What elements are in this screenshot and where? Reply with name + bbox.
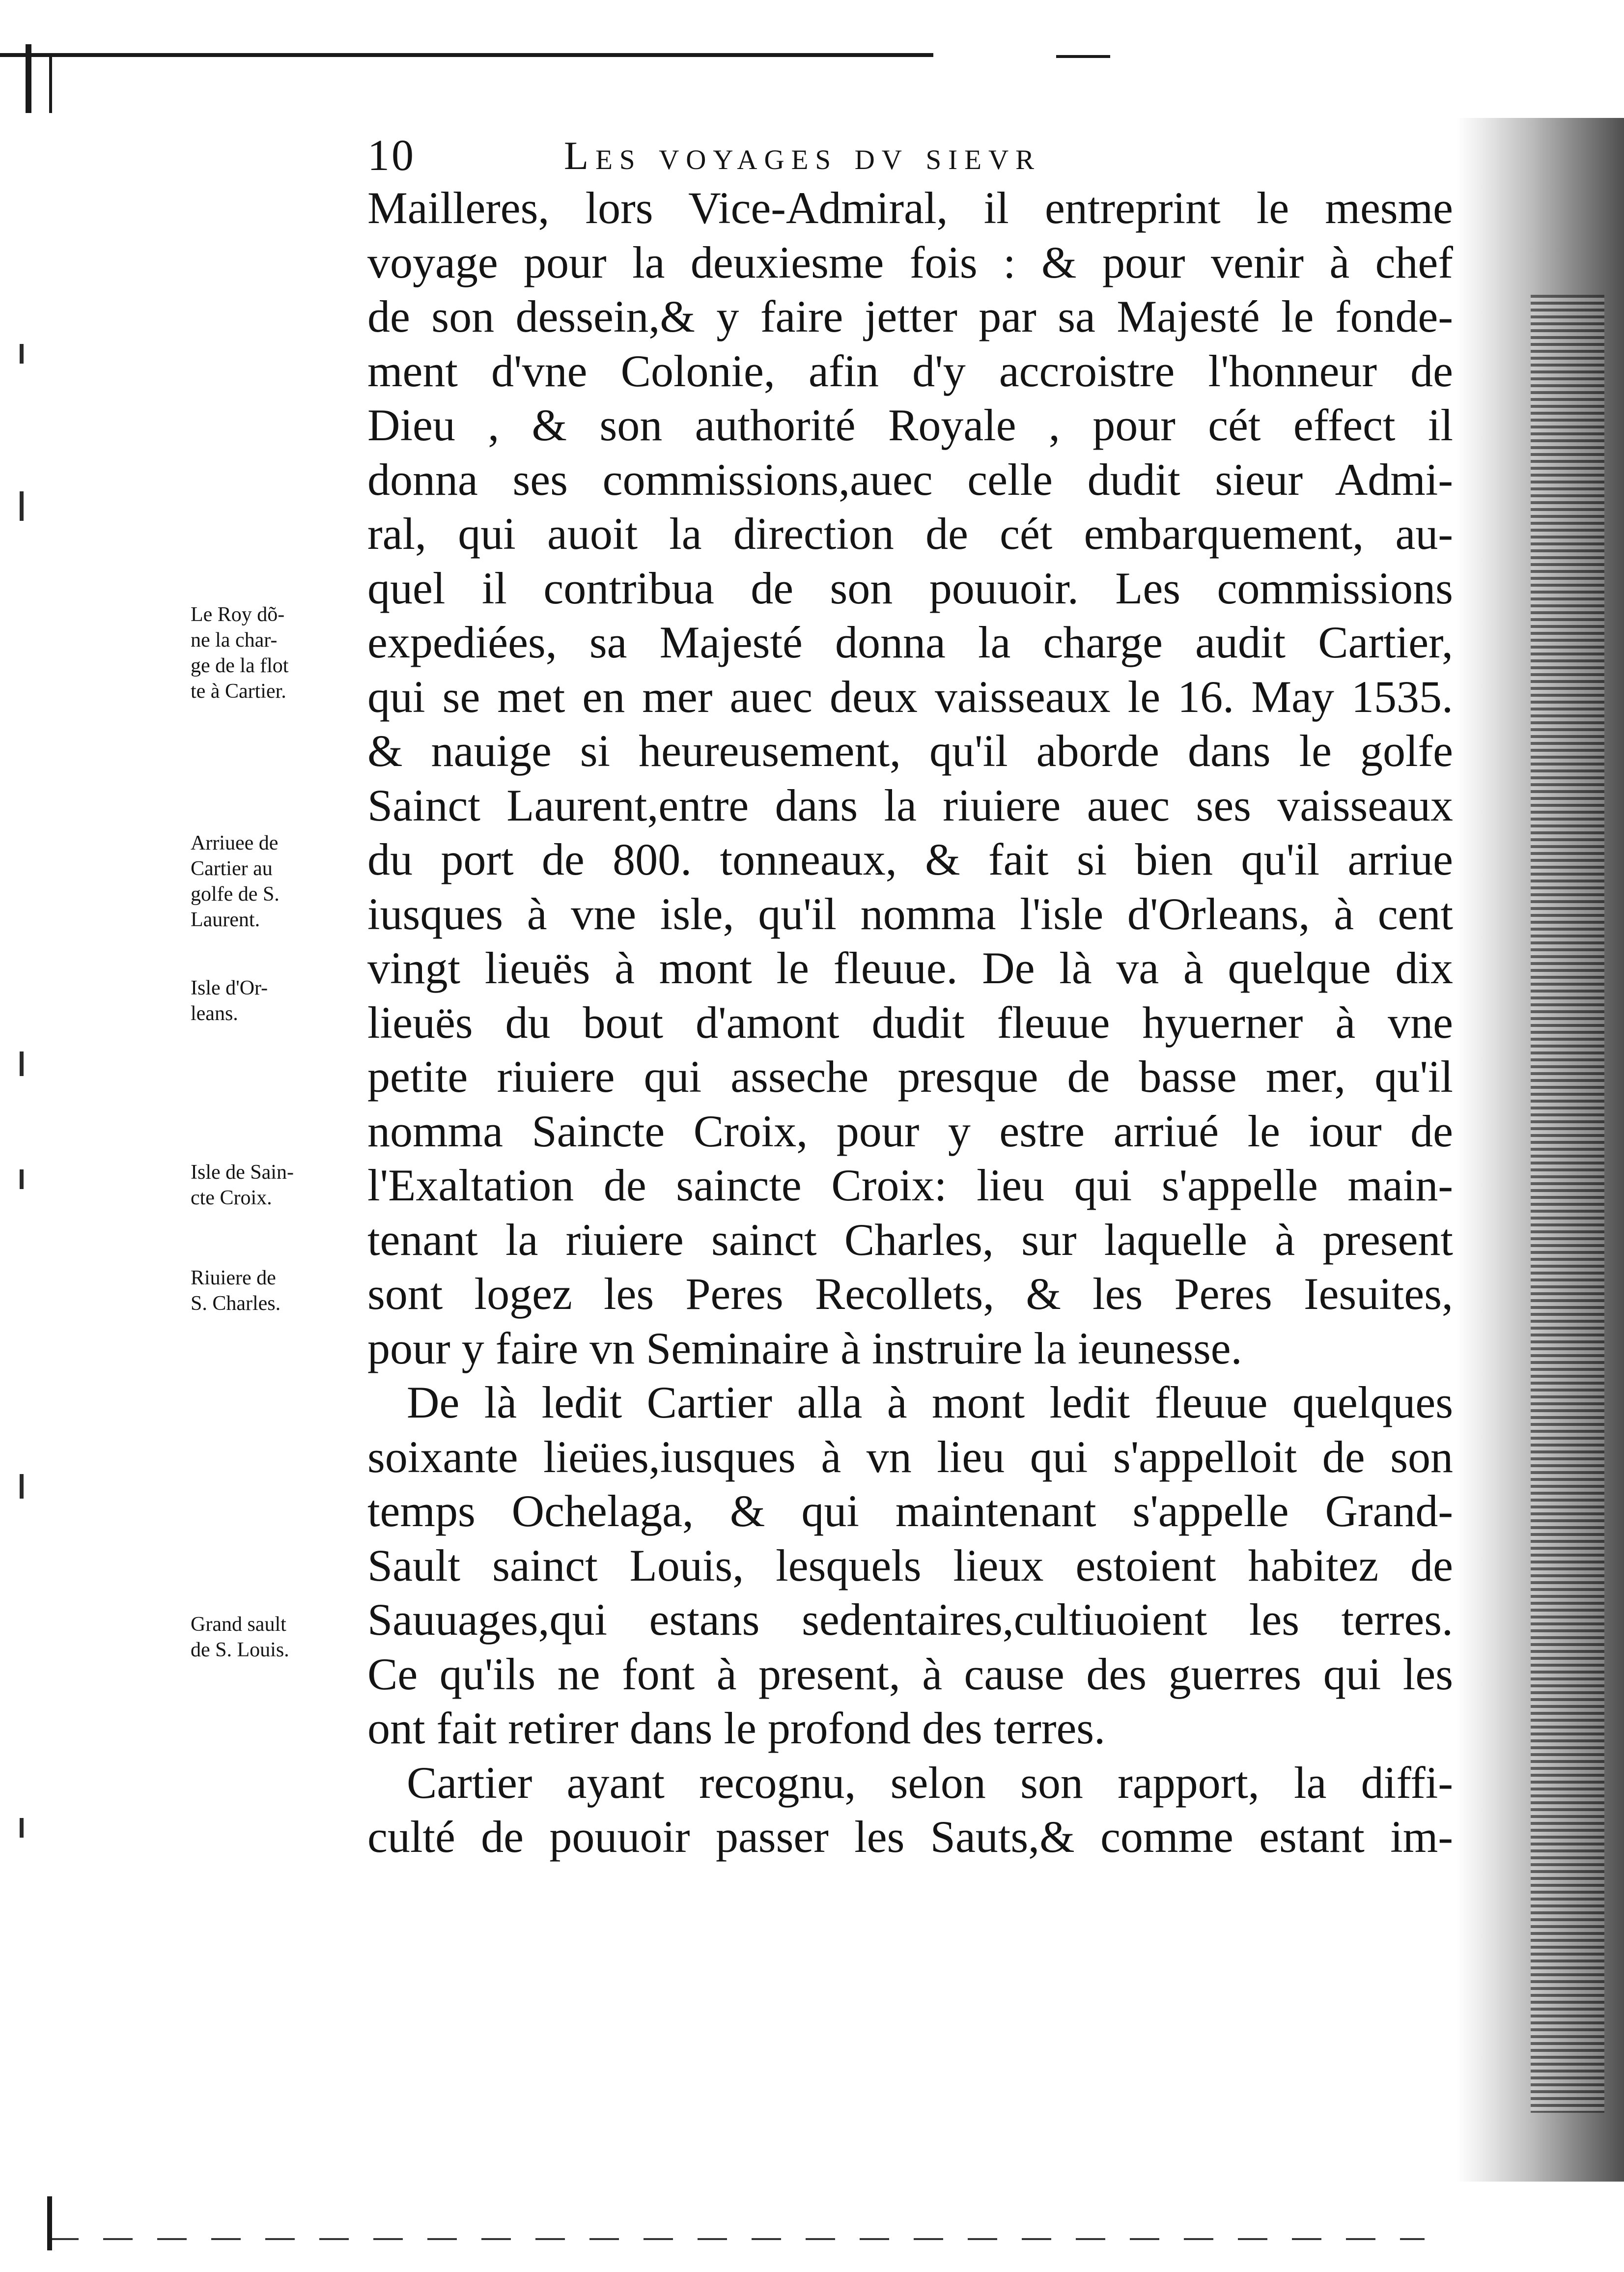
margin-note-line: Isle d'Or- [191,977,268,999]
text-line: Mailleres, lors Vice-Admiral, il entreprint le mesme [367,183,1453,233]
margin-note [191,602,358,704]
margin-note-line: Cartier au [191,857,273,880]
margin-notes [0,0,364,2272]
text-line: culté de pouuoir passer les Sauts,& comme estant im- [367,1812,1453,1862]
margin-note-line: ne la char- [191,629,278,652]
margin-note-line: de S. Louis. [191,1639,289,1661]
text-line: temps Ochelaga, & qui maintenant s'appelle Grand- [367,1486,1453,1536]
text-line: de son dessein,& y faire jetter par sa Majesté le fonde- [367,291,1453,341]
running-head [367,129,1438,183]
margin-note [191,1612,358,1663]
text-line: sont logez les Peres Recollets, & les Peres Iesuites, [367,1269,1453,1319]
running-title: Les voyages dv sievr [564,133,1041,178]
margin-note-line: cte Croix. [191,1187,272,1209]
margin-note-line: Grand sault [191,1613,286,1636]
text-line: Ce qu'ils ne font à present, à cause des guerres qui les [367,1648,1453,1699]
page-edge-texture [1531,295,1604,2113]
margin-note-line: Riuiere de [191,1267,276,1289]
text-line: iusques à vne isle, qu'il nomma l'isle d'Orleans, à cent [367,888,1453,939]
text-line: lieuës du bout d'amont dudit fleuue hyuerner à vne [367,997,1453,1048]
margin-note-line: golfe de S. [191,883,280,906]
margin-note [191,830,358,933]
text-line: vingt lieuës à mont le fleuue. De là va à quelque dix [367,943,1453,993]
margin-note-line: ge de la flot [191,654,289,677]
margin-note-line: te à Cartier. [191,680,286,703]
text-line: De là ledit Cartier alla à mont ledit fleuue quelques [407,1377,1453,1427]
margin-note-line: S. Charles. [191,1292,281,1315]
text-line: quel il contribua de son pouuoir. Les commissions [367,563,1453,613]
text-line: donna ses commissions,auec celle dudit sieur Admi- [367,454,1453,505]
text-line: Sainct Laurent,entre dans la riuiere auec ses vaisseaux [367,780,1453,830]
margin-note-line: leans. [191,1002,238,1025]
text-line: ment d'vne Colonie, afin d'y accroistre l'honneur de [367,345,1453,396]
text-line: Cartier ayant recognu, selon son rapport, la diffi- [407,1757,1453,1808]
text-line: voyage pour la deuxiesme fois : & pour venir à chef [367,237,1453,287]
text-line: ont fait retirer dans le profond des terres. [367,1703,1106,1753]
text-line: pour y faire vn Seminaire à instruire la ieunesse. [367,1323,1242,1373]
text-line: nomma Saincte Croix, pour y estre arriué le iour de [367,1106,1453,1156]
margin-note-line: Le Roy dõ- [191,603,285,626]
text-line: expediées, sa Majesté donna la charge audit Cartier, [367,617,1453,667]
text-line: & nauige si heureusement, qu'il aborde dans le golfe [367,726,1453,776]
text-line: qui se met en mer auec deux vaisseaux le 16. May 1535. [367,671,1453,722]
top-rule-dash [1056,55,1110,58]
body-text [367,181,1453,1864]
text-line: Sault sainct Louis, lesquels lieux estoient habitez de [367,1540,1453,1590]
text-line: Dieu , & son authorité Royale , pour cét effect il [367,400,1453,450]
page-number: 10 [367,131,416,180]
margin-note [191,975,358,1026]
margin-note [191,1265,358,1316]
text-line: petite riuiere qui asseche presque de basse mer, qu'il [367,1051,1453,1102]
text-line: soixante lieües,iusques à vn lieu qui s'appelloit de son [367,1431,1453,1482]
text-line: Sauuages,qui estans sedentaires,cultiuoient les terres. [367,1594,1453,1645]
margin-note-line: Laurent. [191,909,260,931]
text-line: l'Exaltation de saincte Croix: lieu qui s'appelle main- [367,1160,1453,1210]
text-line: du port de 800. tonneaux, & fait si bien qu'il arriue [367,834,1453,884]
text-line: ral, qui auoit la direction de cét embarquement, au- [367,509,1453,559]
text-line: tenant la riuiere sainct Charles, sur laquelle à present [367,1214,1453,1265]
margin-note-line: Isle de Sain- [191,1161,294,1184]
margin-note-line: Arriuee de [191,832,279,854]
margin-note [191,1160,358,1211]
